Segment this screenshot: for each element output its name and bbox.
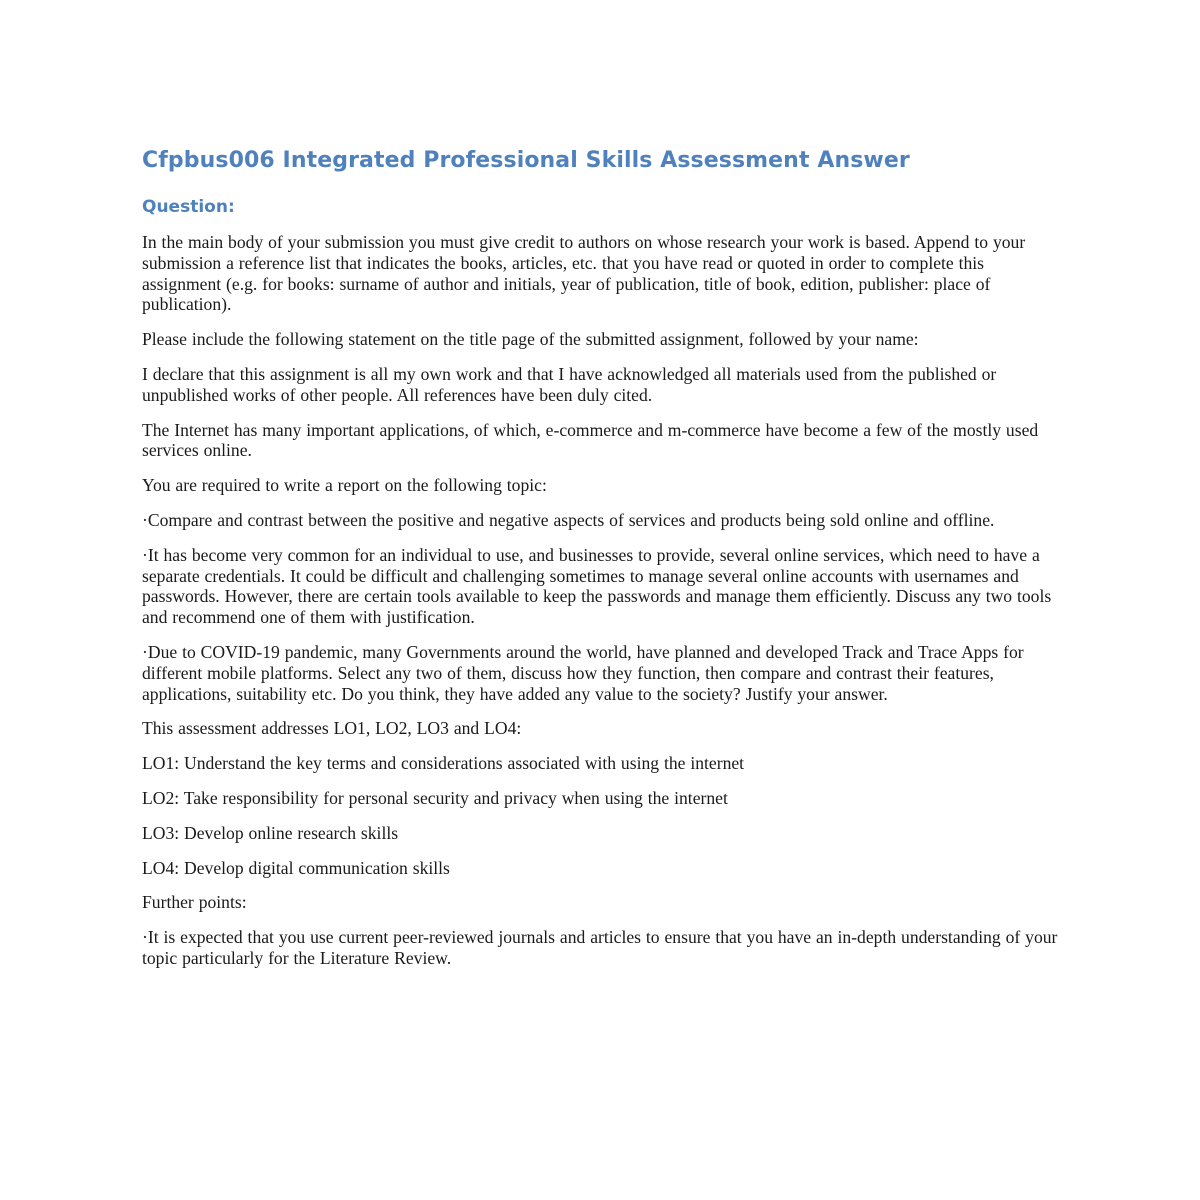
learning-outcome-lo2: LO2: Take responsibility for personal security and privacy when using the internet (142, 787, 728, 808)
bullet-track-trace-apps: ·Due to COVID-19 pandemic, many Governments around the world, have planned and developed Track and Trace Apps for different mobile platforms. Select any two of them, discuss how they function, then compare and contrast their features, applications, suitability etc. Do you think, they have added any value to the society? Justify your answer. (142, 641, 1024, 704)
paragraph-report-topic: You are required to write a report on the following topic: (142, 475, 547, 496)
learning-outcome-lo1: LO1: Understand the key terms and considerations associated with using the internet (142, 753, 745, 774)
document-body (142, 232, 1060, 969)
paragraph-internet-intro: The Internet has many important applications, of which, e-commerce and m-commerce have become a few of the mostly used services online. (142, 419, 1039, 461)
paragraph-statement-instruction: Please include the following statement on the title page of the submitted assignment, followed by your name: (142, 329, 919, 350)
bullet-password-tools: ·It has become very common for an individual to use, and businesses to provide, several online services, which need to have a separate credentials. It could be difficult and challenging sometimes to manage several online accounts with usernames and passwords. However, there are certain tools available to keep the passwords and manage them efficiently. Discuss any two tools and recommend one of them with justification. (142, 544, 1052, 628)
paragraph-references: In the main body of your submission you must give credit to authors on whose research your work is based. Append to your submission a reference list that indicates the books, articles, etc. that you have read or quoted in order to complete this assignment (e.g. for books: surname of author and initials, year of publication, title of book, edition, publisher: place of publication). (142, 232, 1026, 315)
document-title: Cfpbus006 Integrated Professional Skills Assessment Answer (142, 148, 910, 173)
paragraph-declaration: I declare that this assignment is all my own work and that I have acknowledged all materials used from the published or unpublished works of other people. All references have been duly cited. (142, 363, 997, 405)
learning-outcome-lo4: LO4: Develop digital communication skills (142, 857, 450, 878)
bullet-peer-reviewed: ·It is expected that you use current peer-reviewed journals and articles to ensure that you have an in-depth understanding of your topic particularly for the Literature Review. (142, 927, 1058, 968)
question-heading: Question: (142, 197, 235, 217)
paragraph-further-points: Further points: (142, 892, 247, 913)
bullet-compare-contrast: ·Compare and contrast between the positive and negative aspects of services and products being sold online and offline. (142, 509, 995, 530)
paragraph-learning-outcomes-intro: This assessment addresses LO1, LO2, LO3 and LO4: (142, 718, 522, 739)
learning-outcome-lo3: LO3: Develop online research skills (142, 822, 399, 843)
